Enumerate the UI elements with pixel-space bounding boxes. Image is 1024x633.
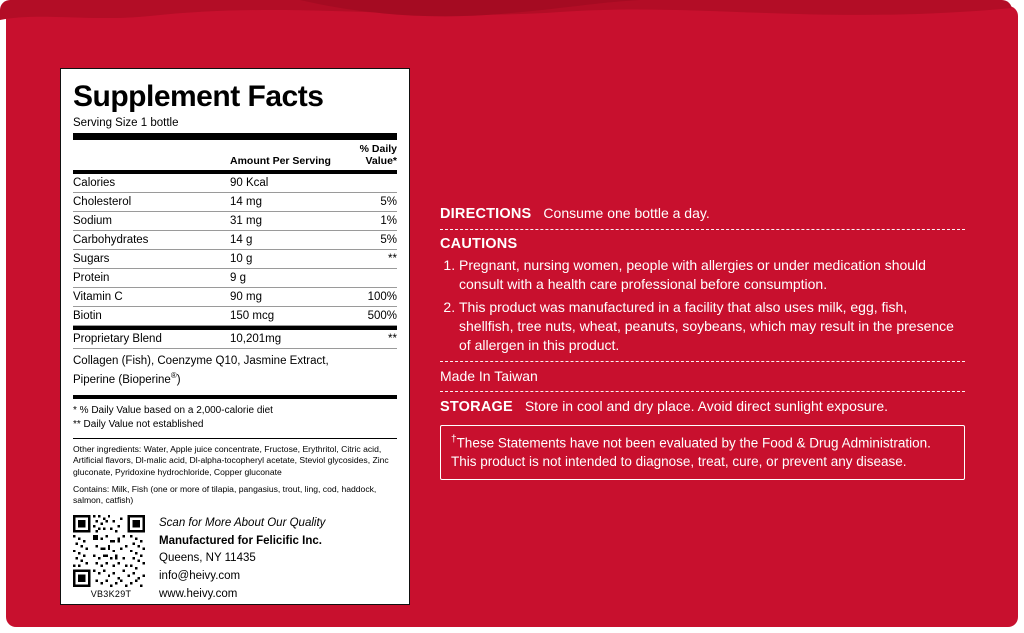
qr-code-icon[interactable] [73, 515, 145, 587]
divider-dashed-1 [440, 229, 965, 230]
table-row [73, 192, 397, 211]
nutrient-amount: 14 g [230, 230, 335, 249]
dagger-icon: † [451, 434, 457, 446]
list-item: 1. Pregnant, nursing women, people with allergies or under medication should consult with a health care professional before consumption. [459, 256, 965, 294]
proprietary-blend-table [73, 330, 397, 349]
other-ingredients: Other ingredients: Water, Apple juice concentrate, Fructose, Erythritol, Citric acid, Artificial flavors, Dl-malic acid, Dl-alpha-tocopheryl acetate, Steviol glycosides, Zinc gluconate, Pyridoxine hydrochloride, Copper gluconate [73, 443, 389, 478]
info-column [440, 205, 965, 480]
serving-size: Serving Size 1 bottle [73, 116, 179, 129]
nutrient-rows [73, 174, 397, 326]
disclaimer-text-1: These Statements have not been evaluated by the Food & Drug Administration. [456, 435, 931, 451]
nutrition-table [73, 140, 397, 170]
table-header-row [73, 140, 397, 170]
nutrient-dv: 100% [335, 287, 397, 306]
nutrient-amount: 90 Kcal [230, 174, 335, 193]
footnote-2: ** Daily Value not established [73, 419, 204, 431]
nutrient-name: Carbohydrates [73, 230, 230, 249]
blend-ingredients-line-2-prefix: Piperine (Bioperine [73, 373, 171, 386]
header-daily-value: % Daily Value* [359, 142, 397, 167]
manufacturer-name: Manufactured for Felicific Inc. [159, 534, 322, 547]
nutrient-dv: ** [335, 249, 397, 268]
disclaimer-line-2: This product is not intended to diagnose, treat, cure, or prevent any disease. [451, 454, 907, 470]
nutrient-name: Vitamin C [73, 287, 230, 306]
footnote-1: * % Daily Value based on a 2,000-calorie diet [73, 404, 273, 416]
nutrient-name: Sodium [73, 211, 230, 230]
blend-dv: ** [335, 330, 397, 349]
manufacturer-block [151, 515, 325, 604]
blend-amount: 10,201mg [230, 330, 335, 349]
nutrient-dv [335, 268, 397, 287]
storage-row [440, 398, 965, 415]
nutrient-dv [335, 174, 397, 193]
nutrient-name: Sugars [73, 249, 230, 268]
supplement-facts-panel [60, 68, 410, 605]
nutrient-amount: 9 g [230, 268, 335, 287]
storage-label: STORAGE [440, 399, 513, 416]
table-row [73, 211, 397, 230]
nutrient-dv: 5% [335, 192, 397, 211]
list-item: 2. This product was manufactured in a facility that also uses milk, egg, fish, shellfish, tree nuts, wheat, peanuts, soybeans, which may result in the presence of allergen in this product. [459, 298, 965, 355]
nutrient-name: Cholesterol [73, 192, 230, 211]
header-spacer [73, 140, 230, 170]
nutrient-amount: 14 mg [230, 192, 335, 211]
fda-disclaimer-box [440, 425, 965, 480]
nutrient-name: Calories [73, 174, 230, 193]
directions-text: Consume one bottle a day. [543, 205, 710, 221]
made-in-text: Made In Taiwan [440, 368, 538, 385]
table-row-blend [73, 330, 397, 349]
storage-text: Store in cool and dry place. Avoid direct sunlight exposure. [524, 398, 889, 415]
blend-name: Proprietary Blend [73, 330, 230, 349]
website-url[interactable]: www.heivy.com [159, 588, 238, 601]
scan-prompt: Scan for More About Our Quality [159, 516, 326, 529]
table-row [73, 174, 397, 193]
divider-dashed-2 [440, 361, 965, 362]
nutrient-amount: 10 g [230, 249, 335, 268]
manufacturer-address: Queens, NY 11435 [159, 552, 256, 565]
nutrient-dv: 500% [335, 306, 397, 325]
blend-ingredients-line-2 [73, 370, 397, 389]
blend-ingredients [73, 349, 397, 395]
cautions-list [440, 256, 965, 354]
nutrient-name: Protein [73, 268, 230, 287]
divider-dashed-3 [440, 391, 965, 392]
decorative-swoosh [0, 0, 1012, 34]
directions-row [440, 205, 965, 222]
contact-email[interactable]: info@heivy.com [159, 570, 241, 583]
nutrient-name: Biotin [73, 306, 230, 325]
blend-ingredients-line-2-suffix: ) [176, 373, 181, 386]
table-row [73, 230, 397, 249]
footnotes [73, 399, 397, 438]
nutrient-amount: 31 mg [230, 211, 335, 230]
directions-label: DIRECTIONS [440, 206, 532, 222]
table-row [73, 287, 397, 306]
header-amount: Amount Per Serving [230, 154, 331, 167]
nutrient-dv: 1% [335, 211, 397, 230]
supplement-facts-title: Supplement Facts [73, 80, 324, 113]
table-row [73, 249, 397, 268]
contains-allergens: Contains: Milk, Fish (one or more of tilapia, pangasius, trout, ling, cod, haddock, salmon, catfish) [73, 483, 377, 506]
qr-code-caption: VB3K29T [90, 588, 132, 599]
qr-wrap [73, 515, 151, 599]
divider-thick-top [73, 133, 397, 140]
table-row [73, 306, 397, 325]
registered-mark-icon: ® [170, 370, 177, 380]
qr-and-manufacturer [73, 515, 397, 604]
nutrient-amount: 90 mg [230, 287, 335, 306]
nutrient-amount: 150 mcg [230, 306, 335, 325]
blend-ingredients-line-1: Collagen (Fish), Coenzyme Q10, Jasmine Extract, [73, 354, 329, 367]
disclaimer-line-1 [451, 433, 954, 453]
table-row [73, 268, 397, 287]
nutrient-dv: 5% [335, 230, 397, 249]
cautions-label: CAUTIONS [440, 236, 518, 252]
